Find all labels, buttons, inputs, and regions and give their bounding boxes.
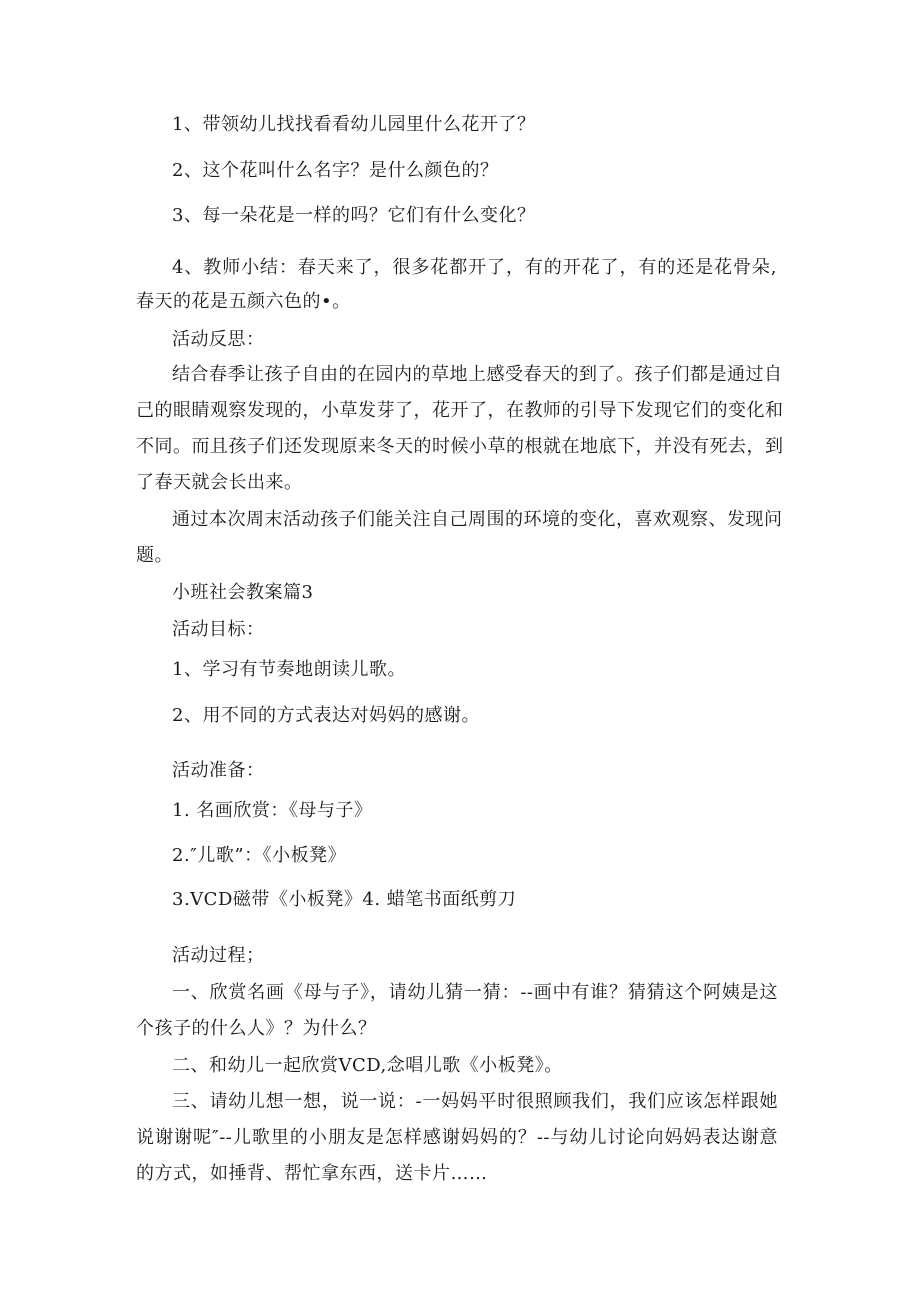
reflection-paragraph-line-4: 了春天就会长出来。 (136, 472, 303, 493)
reflection-paragraph-line-1: 结合春季让孩子自由的在园内的草地上感受春天的到了。孩子们都是通过自 (172, 364, 783, 385)
process-step-3-line-1: 三、请幼儿想一想，说一说：-一妈妈平时很照顾我们，我们应该怎样跟她 (172, 1091, 778, 1112)
step-4-teacher-summary-cont: 春天的花是五颜六色的•。 (136, 291, 351, 312)
process-step-1-line-2: 个孩子的什么人》？为什么？ (136, 1018, 377, 1039)
objective-1: 1、学习有节奏地朗读儿歌。 (172, 659, 406, 680)
process-step-2: 二、和幼儿一起欣赏VCD,念唱儿歌《小板凳》。 (172, 1055, 563, 1076)
preparation-item-1: 1. 名画欣赏：《母与子》 (172, 800, 373, 821)
section-title-lesson-3: 小班社会教案篇3 (172, 582, 314, 603)
process-step-3-line-2: 说谢谢呢″--儿歌里的小朋友是怎样感谢妈妈的？--与幼儿讨论向妈妈表达谢意 (136, 1127, 778, 1148)
preparation-item-2: 2.″儿歌”：《小板凳》 (172, 845, 347, 866)
step-3-flower-change: 3、每一朵花是一样的吗？它们有什么变化？ (172, 205, 536, 226)
reflection-paragraph-line-3: 不同。而且孩子们还发现原来冬天的时候小草的根就在地底下，并没有死去，到 (136, 436, 784, 457)
objectives-heading: 活动目标： (172, 619, 265, 640)
process-heading: 活动过程； (172, 945, 265, 966)
reflection-paragraph-line-2: 己的眼睛观察发现的，小草发芽了，花开了，在教师的引导下发现它们的变化和 (136, 400, 784, 421)
step-1-find-flowers: 1、带领幼儿找找看看幼儿园里什么花开了？ (172, 114, 536, 135)
process-step-1-line-1: 一、欣赏名画《母与子》，请幼儿猜一猜：--画中有谁？猜猜这个阿姨是这 (172, 982, 778, 1003)
preparation-heading: 活动准备： (172, 760, 265, 781)
step-4-teacher-summary: 4、教师小结：春天来了，很多花都开了，有的开花了，有的还是花骨朵, (172, 257, 777, 278)
process-step-3-line-3: 的方式，如捶背、帮忙拿东西，送卡片…… (136, 1163, 488, 1184)
weekend-activity-line-2: 题。 (136, 545, 173, 566)
step-2-flower-name: 2、这个花叫什么名字？是什么颜色的？ (172, 160, 499, 181)
objective-2: 2、用不同的方式表达对妈妈的感谢。 (172, 705, 480, 726)
preparation-item-3-4: 3.VCD磁带《小板凳》4. 蜡笔书面纸剪刀 (172, 889, 517, 910)
weekend-activity-line-1: 通过本次周末活动孩子们能关注自己周围的环境的变化，喜欢观察、发现问 (172, 509, 783, 530)
reflection-heading: 活动反思： (172, 329, 265, 350)
